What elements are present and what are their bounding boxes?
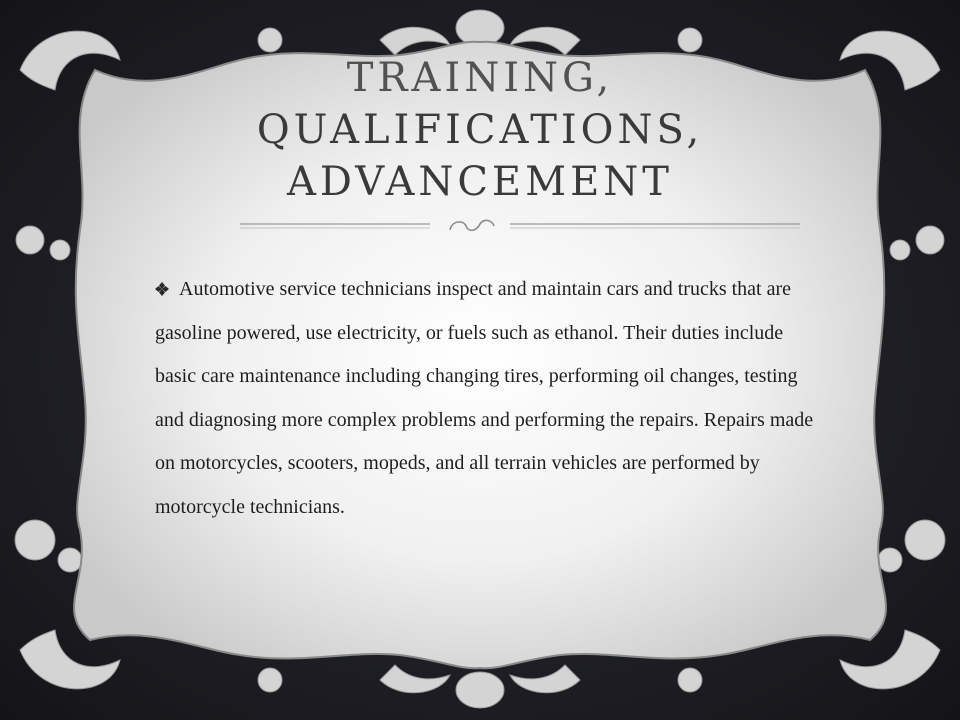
title-divider <box>240 214 800 238</box>
title-line-3: ADVANCEMENT <box>287 159 673 205</box>
four-diamond-bullet-icon <box>155 282 169 296</box>
title-line-2: QUALIFICATIONS, <box>256 107 704 153</box>
bullet-text: Automotive service technicians inspect and maintain cars and trucks that are gasoline powered, use electricity, or fuels such as ethanol. Their duties include basic care maintenance including changing tires, performing oil changes, testing and diagnosing more complex problems and performing the repairs. Repairs made on motorcycles, scooters, mopeds, and all terrain vehicles are performed by motorcycle technicians. <box>155 278 814 518</box>
list-item <box>155 268 815 529</box>
slide-title <box>170 52 790 208</box>
scroll-flourish-icon <box>450 220 494 230</box>
title-line-1: TRAINING, <box>346 55 614 101</box>
bullet-list <box>155 268 815 529</box>
